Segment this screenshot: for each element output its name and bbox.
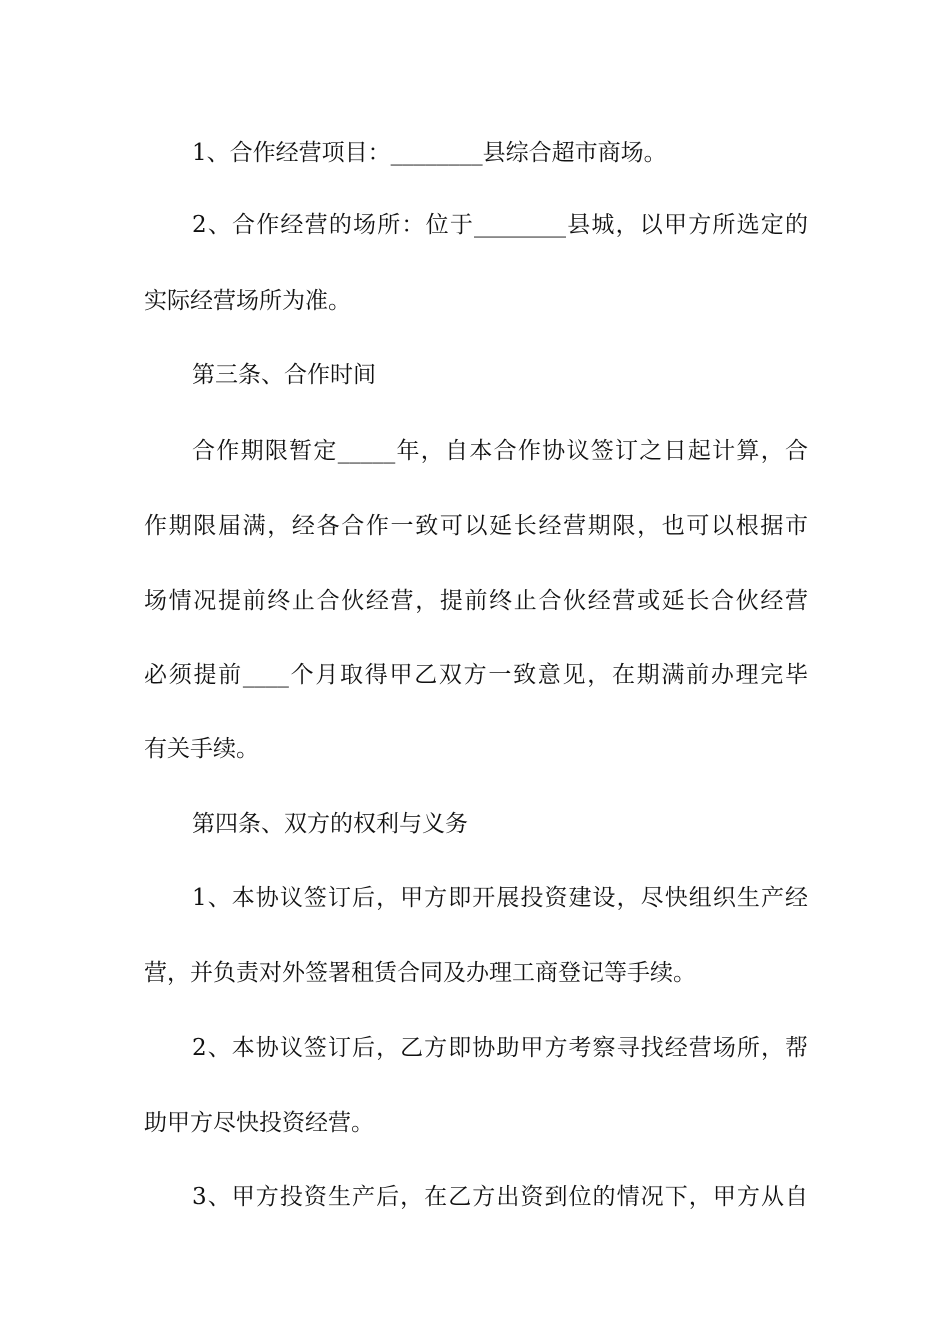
paragraph-term-cont: 必须提前____个月取得甲乙双方一致意见，在期满前办理完毕 (144, 662, 808, 688)
clause-item-2: 2、本协议签订后，乙方即协助甲方考察寻找经营场所，帮 (192, 1035, 808, 1061)
paragraph-term-cont: 场情况提前终止合伙经营，提前终止合伙经营或延长合伙经营 (144, 588, 808, 614)
clause-item-1: 1、本协议签订后，甲方即开展投资建设，尽快组织生产经 (192, 885, 808, 911)
clause-item-location-cont: 实际经营场所为准。 (144, 288, 351, 314)
section-heading-4: 第四条、双方的权利与义务 (192, 811, 468, 837)
clause-item-3: 3、甲方投资生产后，在乙方出资到位的情况下，甲方从自 (192, 1184, 808, 1210)
paragraph-term-cont: 作期限届满，经各合作一致可以延长经营期限，也可以根据市 (144, 513, 808, 539)
section-heading-3: 第三条、合作时间 (192, 362, 376, 388)
clause-item-project: 1、合作经营项目：________县综合超市商场。 (192, 140, 667, 166)
clause-item-location: 2、合作经营的场所：位于________县城，以甲方所选定的 (192, 212, 808, 238)
clause-item-2-cont: 助甲方尽快投资经营。 (144, 1110, 374, 1136)
paragraph-term: 合作期限暂定_____年，自本合作协议签订之日起计算，合 (192, 438, 808, 464)
clause-item-1-cont: 营，并负责对外签署租赁合同及办理工商登记等手续。 (144, 960, 696, 986)
paragraph-term-cont: 有关手续。 (144, 736, 259, 762)
